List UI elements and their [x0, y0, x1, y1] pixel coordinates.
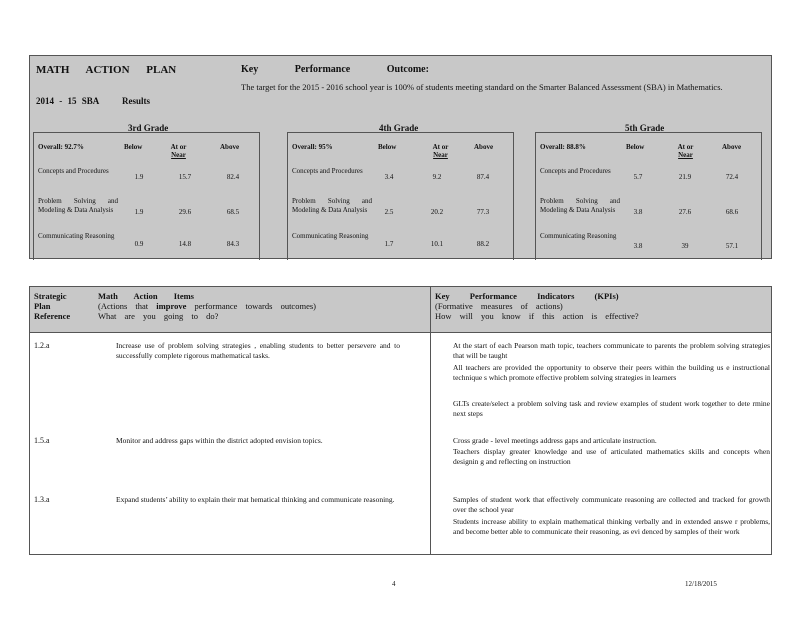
val-above: 72.4 — [725, 173, 739, 181]
val-near: 15.7 — [178, 173, 192, 181]
kpo-title: Key Performance Outcome: — [241, 64, 429, 75]
grade-5-table — [535, 132, 762, 260]
action-items-table — [29, 286, 772, 555]
results-label: Results — [122, 96, 151, 106]
col-below: Below — [626, 143, 645, 151]
val-below: 3.4 — [384, 173, 394, 181]
col-above: Above — [474, 143, 494, 151]
val-below: 1.9 — [134, 173, 144, 181]
col-above: Above — [722, 143, 742, 151]
row-category: Communicating Reasoning — [38, 232, 115, 240]
action-item: Expand students’ ability to explain their mat hematical thinking and communicate reasoning. — [116, 495, 395, 504]
val-near: 9.2 — [432, 173, 442, 181]
header-kpis: Key Performance Indicators (KPIs) (Formative measures of actions) How will you know if this action is effective? — [435, 291, 639, 321]
grade-5-title: 5th Grade — [625, 123, 665, 133]
val-above: 57.1 — [725, 242, 739, 250]
row-category: Communicating Reasoning — [292, 232, 369, 240]
col-above: Above — [220, 143, 240, 151]
grade-3-table — [33, 132, 260, 260]
val-below: 2.5 — [384, 208, 394, 216]
val-below: 3.8 — [633, 208, 643, 216]
val-near: 14.8 — [178, 240, 192, 248]
val-near: 10.1 — [430, 240, 444, 248]
table-header — [30, 287, 771, 333]
row-category: Concepts and Procedures — [38, 167, 109, 175]
val-near: 27.6 — [678, 208, 692, 216]
action-item: Increase use of problem solving strategies , enabling students to better persevere and to successfully complete rigorous mathematical tasks. — [116, 341, 400, 360]
footer-date: 12/18/2015 — [685, 580, 717, 588]
kpi-item: At the start of each Pearson math topic, teachers communicate to parents the problem solving strategies that will be taught — [453, 341, 770, 360]
results-year: 2014 - 15 SBA — [36, 96, 99, 106]
reference-cell: 1.5.a — [34, 436, 50, 445]
kpi-item: GLTs create/select a problem solving task and review examples of student work together to dete rmine next steps — [453, 399, 770, 418]
row-category: Concepts and Procedures — [292, 167, 363, 175]
kpi-item: Samples of student work that effectively communicate reasoning are collected and tracked for growth over the school year — [453, 495, 770, 514]
val-above: 84.3 — [226, 240, 240, 248]
grade-4-table — [287, 132, 514, 260]
row-category: Problem Solving and Modeling & Data Analysis — [38, 197, 118, 214]
val-below: 1.7 — [384, 240, 394, 248]
reference-cell: 1.2.a — [34, 341, 50, 350]
results-panel — [29, 55, 772, 259]
kpo-text: The target for the 2015 - 2016 school year is 100% of students meeting standard on the Smarter Balanced Assessment (SBA) in Mathematics. — [241, 82, 723, 92]
col-near: At or Near — [432, 143, 449, 159]
action-item: Monitor and address gaps within the district adopted envision topics. — [116, 436, 323, 445]
val-above: 82.4 — [226, 173, 240, 181]
val-below: 3.8 — [633, 242, 643, 250]
val-near: 20.2 — [430, 208, 444, 216]
column-divider — [430, 287, 431, 554]
row-category: Problem Solving and Modeling & Data Analysis — [540, 197, 620, 214]
col-below: Below — [124, 143, 143, 151]
kpi-item: All teachers are provided the opportunity to observe their peers within the building us e instructional technique s which promote effective problem solving strategies in learners — [453, 363, 770, 382]
val-above: 68.5 — [226, 208, 240, 216]
val-above: 77.3 — [476, 208, 490, 216]
kpi-item: Cross grade - level meetings address gaps and articulate instruction. — [453, 436, 657, 445]
val-below: 1.9 — [134, 208, 144, 216]
page-number: 4 — [392, 580, 396, 588]
grade-4-title: 4th Grade — [379, 123, 419, 133]
val-near: 29.6 — [178, 208, 192, 216]
kpi-item: Teachers display greater knowledge and use of articulated mathematics skills and concepts when designin g and reflecting on instruction — [453, 447, 770, 466]
row-category: Problem Solving and Modeling & Data Analysis — [292, 197, 372, 214]
reference-cell: 1.3.a — [34, 495, 50, 504]
val-near: 39 — [681, 242, 689, 250]
overall-score: Overall: 88.8% — [540, 143, 586, 151]
val-near: 21.9 — [678, 173, 692, 181]
page-title: MATH ACTION PLAN — [36, 64, 177, 76]
col-near: At or Near — [677, 143, 694, 159]
overall-score: Overall: 92.7% — [38, 143, 84, 151]
val-above: 68.6 — [725, 208, 739, 216]
header-action-items: Math Action Items (Actions that improve performance towards outcomes) What are you going to do? — [98, 291, 316, 321]
grade-3-title: 3rd Grade — [128, 123, 169, 133]
results-subtitle — [36, 96, 150, 106]
col-near: At or Near — [170, 143, 187, 159]
row-category: Concepts and Procedures — [540, 167, 611, 175]
val-above: 88.2 — [476, 240, 490, 248]
header-reference: Strategic Plan Reference — [34, 291, 71, 321]
val-below: 0.9 — [134, 240, 144, 248]
row-category: Communicating Reasoning — [540, 232, 617, 240]
val-above: 87.4 — [476, 173, 490, 181]
kpi-item: Students increase ability to explain mathematical thinking verbally and in extended answe r problems, and become better able to communicate their reasoning, as evi denced by samples of their work — [453, 517, 770, 536]
col-below: Below — [378, 143, 397, 151]
val-below: 5.7 — [633, 173, 643, 181]
overall-score: Overall: 95% — [292, 143, 333, 151]
